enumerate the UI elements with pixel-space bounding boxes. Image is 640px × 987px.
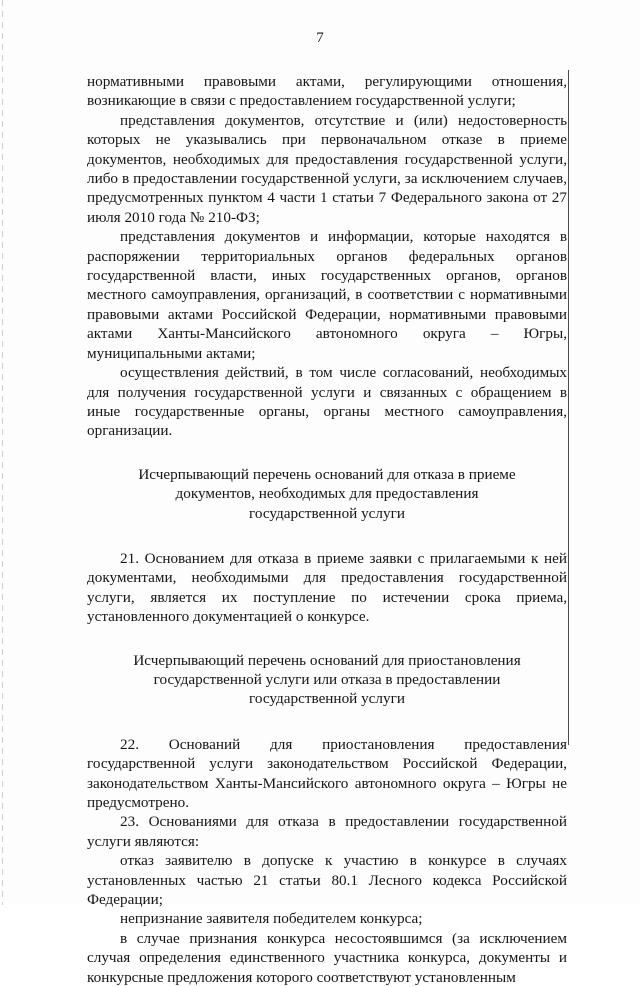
paragraph: осуществления действий, в том числе согласований, необходимых для получения государственной услуги и связанных с обращением в иные государственные органы, органы местного самоуправления, организации. [87, 364, 567, 440]
paragraph: представления документов, отсутствие и (или) недостоверность которых не указывались при первоначальном отказе в приеме документов, необходимых для предоставления государственной услуги, либо в предоставлении государственной услуги, за исключением случаев, предусмотренных пунктом 4 части 1 статьи 7 Федерального закона от 27 июля 2010 года № 210-ФЗ; [87, 111, 567, 226]
paragraph-21: 21. Основанием для отказа в приеме заявки с прилагаемыми к ней документами, необходимыми для предоставления государственной услуги, является их поступление по истечении срока приема, установленного документацией о конкурсе. [87, 549, 567, 626]
section-heading: Исчерпывающий перечень оснований для отказа в приеме документов, необходимых для предоставления государственной услуги [138, 465, 516, 522]
paragraph-23: 23. Основаниями для отказа в предоставлении государственной услуги являются: [87, 813, 567, 850]
list-item: непризнание заявителя победителем конкурса; [120, 910, 423, 928]
paragraph-continuation: нормативными правовыми актами, регулирующими отношения, возникающие в связи с предоставлением государственной услуги; [87, 73, 567, 110]
scan-edge-artifact [2, 0, 3, 905]
section-heading: Исчерпывающий перечень оснований для приостановления государственной услуги или отказа в предоставлении государственной услуги [133, 651, 521, 708]
document-body [87, 72, 567, 987]
paragraph-22: 22. Оснований для приостановления предоставления государственной услуги законодательством Российской Федерации, законодательством Ханты-Мансийского автономного округа – Югры не предусмотрено. [87, 735, 567, 811]
page-number: 7 [316, 30, 324, 46]
paragraph: представления документов и информации, которые находятся в распоряжении территориальных органов федеральных органов государственной власти, иных государственных органов, органов местного самоуправления, организаций, в соответствии с нормативными правовыми актами Российской Федерации, нормативными правовыми актами Ханты-Мансийского автономного округа – Югры, муниципальными актами; [87, 228, 567, 362]
scan-line-artifact [568, 70, 569, 745]
list-item: в случае признания конкурса несостоявшимся (за исключением случая определения единственного участника конкурса, документы и конкурсные предложения которого соответствуют установленным [87, 929, 567, 986]
list-item: отказ заявителю в допуске к участию в конкурсе в случаях установленных частью 21 статьи 80.1 Лесного кодекса Российской Федерации; [87, 852, 567, 909]
